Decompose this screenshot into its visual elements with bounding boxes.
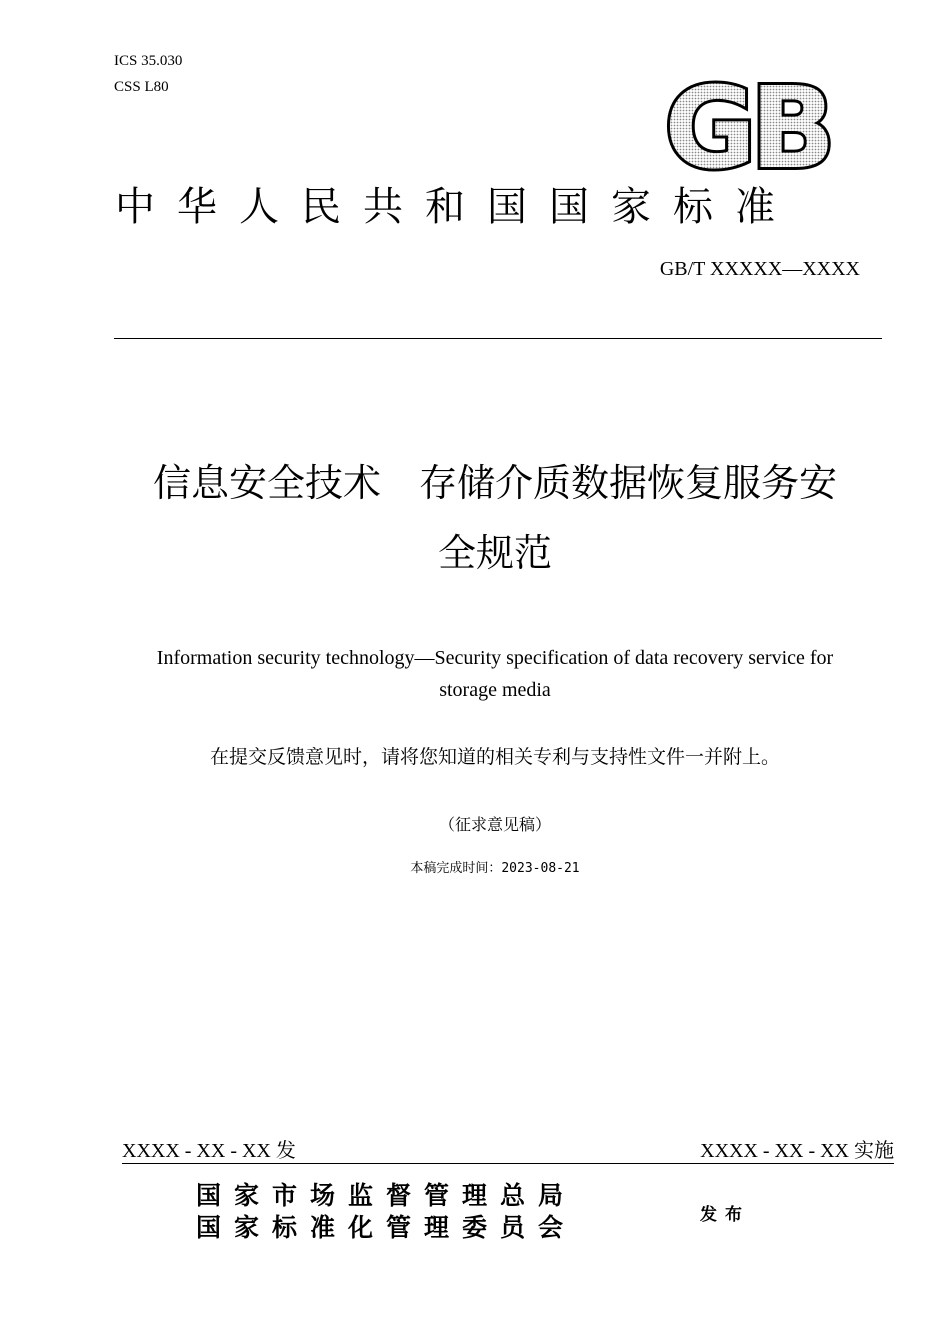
css-code: CSS L80 (114, 79, 169, 95)
dates-row (122, 1138, 894, 1164)
publish-label: 发布 (700, 1205, 750, 1225)
gb-logo-text: GB (664, 76, 830, 174)
classification-codes (114, 48, 182, 100)
document-title-cn (100, 448, 890, 588)
gb-logo (652, 76, 842, 174)
title-en-line-2: storage media (439, 679, 551, 701)
patent-notice: 在提交反馈意见时，请将您知道的相关专利与支持性文件一并附上。 (209, 746, 780, 768)
standard-title: 中华人民共和国国家标准 (115, 184, 797, 230)
title-cn-line-1: 信息安全技术 存储介质数据恢复服务安 (152, 461, 837, 505)
implement-date: XXXX - XX - XX 实施 (700, 1140, 894, 1162)
standard-number: GB/T XXXXX—XXXX (659, 258, 860, 280)
issue-date: XXXX - XX - XX 发 (122, 1140, 296, 1162)
issuer-samr: 国家市场监督管理总局 (196, 1181, 577, 1210)
title-en-line-1: Information security technology—Security specification of data recovery service for (156, 647, 834, 669)
header-rule (114, 338, 882, 339)
draft-label: （征求意见稿） (438, 815, 551, 834)
title-cn-line-2: 全规范 (437, 531, 552, 575)
issuer-sac: 国家标准化管理委员会 (196, 1213, 577, 1242)
document-title-en (100, 642, 890, 706)
issuing-authorities (196, 1180, 576, 1244)
ics-code: ICS 35.030 (114, 53, 183, 69)
completion-date: 本稿完成时间：2023-08-21 (410, 861, 580, 876)
